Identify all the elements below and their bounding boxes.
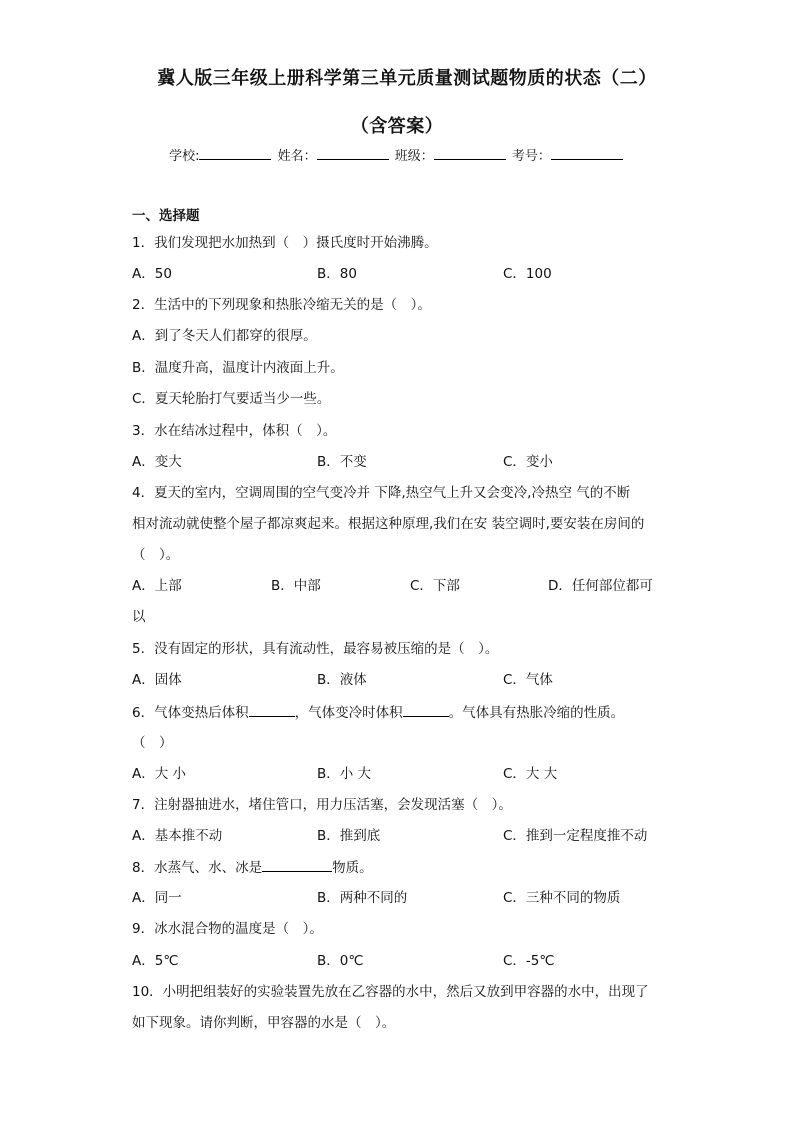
school-label: 学校:: [169, 149, 200, 164]
student-info-row: [0, 145, 794, 166]
q5-option-c[interactable]: C．气体: [503, 672, 553, 688]
q8-blank[interactable]: [262, 857, 332, 872]
q9-option-b[interactable]: B．0℃: [317, 953, 364, 969]
document-title: [0, 66, 794, 140]
q6-option-b[interactable]: B．小 大: [317, 766, 372, 782]
q6-stem-part-2: ，气体变冷时体积: [294, 705, 403, 721]
q8-stem-part-1: 8．水蒸气、水、冰是: [132, 860, 263, 876]
q1-option-b[interactable]: B．80: [317, 266, 357, 282]
q6-blank-1[interactable]: [249, 702, 295, 717]
question-4-stem-line-3: （ ）。: [132, 547, 180, 563]
question-10-stem-line-2: 如下现象。请你判断，甲容器的水是（ ）。: [132, 1015, 396, 1031]
q7-option-b[interactable]: B．推到底: [317, 828, 381, 844]
title-line-2: （含答案）: [350, 116, 444, 137]
question-3-stem: 3．水在结冰过程中，体积（ ）。: [132, 423, 337, 439]
q6-stem-part-3: 。气体具有热胀冷缩的性质。: [448, 705, 625, 721]
q5-option-a[interactable]: A．固体: [132, 672, 182, 688]
q4-option-d[interactable]: D．任何部位都可: [548, 578, 653, 594]
q2-option-a[interactable]: A．到了冬天人们都穿的很厚。: [132, 328, 317, 344]
q4-option-d-wrap: 以: [132, 609, 146, 625]
question-9-stem: 9．冰水混合物的温度是（ ）。: [132, 921, 323, 937]
q6-option-a[interactable]: A．大 小: [132, 766, 187, 782]
q3-option-b[interactable]: B．不变: [317, 454, 367, 470]
q6-blank-2[interactable]: [403, 702, 449, 717]
q1-option-a[interactable]: A．50: [132, 266, 172, 282]
question-7-stem: 7．注射器抽进水，堵住管口，用力压活塞，会发现活塞（ ）。: [132, 797, 512, 813]
question-8-stem: [132, 857, 373, 878]
q8-option-c[interactable]: C．三种不同的物质: [503, 890, 621, 906]
school-blank[interactable]: [199, 145, 271, 160]
q5-option-b[interactable]: B．液体: [317, 672, 367, 688]
q3-option-a[interactable]: A．变大: [132, 454, 182, 470]
question-1-stem: 1．我们发现把水加热到（ ）摄氏度时开始沸腾。: [132, 235, 438, 251]
q9-option-c[interactable]: C．-5℃: [503, 953, 555, 969]
title-line-1: 冀人版三年级上册科学第三单元质量测试题物质的状态（二）: [157, 68, 657, 89]
section-title: 一、选择题: [132, 208, 200, 224]
question-6-stem: [132, 702, 624, 723]
question-5-stem: 5．没有固定的形状，具有流动性，最容易被压缩的是（ ）。: [132, 641, 499, 657]
exam-number-blank[interactable]: [551, 145, 623, 160]
q8-option-a[interactable]: A．同一: [132, 890, 182, 906]
q1-option-c[interactable]: C．100: [503, 266, 552, 282]
q4-option-b[interactable]: B．中部: [271, 578, 321, 594]
exam-number-label: 考号：: [511, 149, 551, 164]
q8-stem-part-2: 物质。: [332, 860, 373, 876]
question-6-answer-parens: （ ）: [132, 735, 173, 751]
question-2-stem: 2．生活中的下列现象和热胀冷缩无关的是（ ）。: [132, 297, 431, 313]
q6-stem-part-1: 6．气体变热后体积: [132, 705, 249, 721]
q4-option-c[interactable]: C．下部: [410, 578, 460, 594]
question-10-stem-line-1: 10．小明把组装好的实验装置先放在乙容器的水中，然后又放到甲容器的水中，出现了: [132, 984, 649, 1000]
question-4-stem-line-1: 4．夏天的室内，空调周围的空气变冷并 下降,热空气上升又会变冷,冷热空 气的不断: [132, 485, 631, 501]
q4-option-a[interactable]: A．上部: [132, 578, 182, 594]
q7-option-a[interactable]: A．基本推不动: [132, 828, 223, 844]
q2-option-c[interactable]: C．夏天轮胎打气要适当少一些。: [132, 391, 331, 407]
class-blank[interactable]: [434, 145, 506, 160]
q7-option-c[interactable]: C．推到一定程度推不动: [503, 828, 648, 844]
q9-option-a[interactable]: A．5℃: [132, 953, 179, 969]
class-label: 班级：: [394, 149, 434, 164]
q6-option-c[interactable]: C．大 大: [503, 766, 558, 782]
q8-option-b[interactable]: B．两种不同的: [317, 890, 408, 906]
name-blank[interactable]: [317, 145, 389, 160]
q3-option-c[interactable]: C．变小: [503, 454, 553, 470]
question-4-stem-line-2: 相对流动就使整个屋子都凉爽起来。根据这种原理,我们在安 装空调时,要安装在房间的: [132, 516, 645, 532]
q2-option-b[interactable]: B．温度升高，温度计内液面上升。: [132, 360, 344, 376]
name-label: 姓名：: [277, 149, 317, 164]
